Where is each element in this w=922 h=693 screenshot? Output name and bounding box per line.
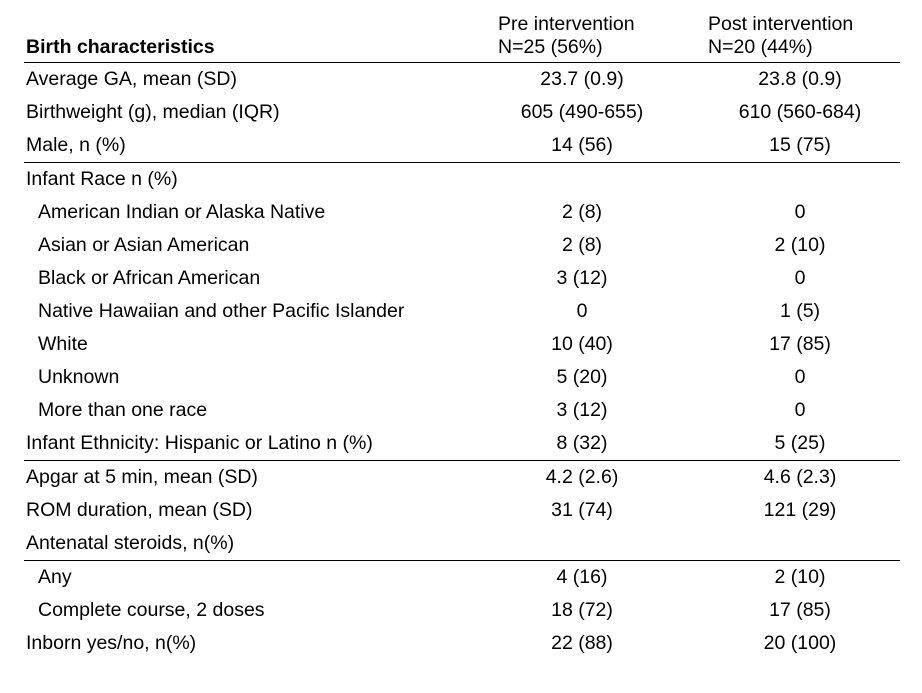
table-row: [24, 196, 900, 229]
post-value: 1 (5): [779, 300, 821, 322]
table-row: [24, 62, 900, 96]
pre-value: 8 (32): [472, 427, 682, 461]
post-value: 0: [794, 399, 806, 421]
header-post-intervention: [682, 6, 900, 62]
row-label: Asian or Asian American: [38, 234, 250, 256]
row-label: Birthweight (g), median (IQR): [26, 101, 280, 123]
row-label: Antenatal steroids, n(%): [24, 527, 472, 561]
post-value: 17 (85): [769, 599, 831, 621]
header-pre-n: N=25 (56%): [498, 35, 603, 58]
row-label: Inborn yes/no, n(%): [26, 632, 197, 654]
post-value: 0: [794, 366, 806, 388]
post-value: 23.8 (0.9): [758, 68, 842, 90]
pre-value: 3 (12): [556, 267, 608, 289]
header-pre-title: Pre intervention: [498, 12, 635, 35]
table-row: [24, 494, 900, 527]
post-value: 5 (25): [682, 427, 900, 461]
row-label: More than one race: [38, 399, 208, 421]
birth-characteristics-table: [24, 6, 900, 660]
pre-value: 5 (20): [556, 366, 608, 388]
table-row: [24, 361, 900, 394]
post-value: 4.6 (2.3): [763, 466, 837, 488]
table-header: [24, 6, 900, 62]
table-row: [24, 262, 900, 295]
table-body: [24, 62, 900, 660]
pre-value: 23.7 (0.9): [540, 68, 624, 90]
pre-value: 18 (72): [551, 599, 613, 621]
pre-value: 2 (8): [561, 234, 603, 256]
post-value: 20 (100): [763, 632, 837, 654]
table-row: [24, 594, 900, 627]
table-row: [24, 328, 900, 361]
pre-value: [472, 162, 682, 196]
post-value: 121 (29): [763, 499, 837, 521]
row-label: White: [38, 333, 88, 355]
pre-value: 10 (40): [551, 333, 613, 355]
table-row: [24, 427, 900, 461]
row-label: Black or African American: [38, 267, 261, 289]
pre-value: 4 (16): [556, 566, 608, 588]
row-label: Complete course, 2 doses: [38, 599, 265, 621]
pre-value: 4.2 (2.6): [545, 466, 619, 488]
post-value: 17 (85): [769, 333, 831, 355]
table-row: [24, 96, 900, 129]
table-row: [24, 527, 900, 561]
table-row: [24, 560, 900, 594]
birth-characteristics-table-container: [24, 6, 900, 660]
pre-value: 0: [576, 300, 588, 322]
header-post-title: Post intervention: [708, 12, 854, 35]
post-value: 0: [794, 201, 806, 223]
row-label: ROM duration, mean (SD): [26, 499, 253, 521]
table-row: [24, 162, 900, 196]
table-row: [24, 129, 900, 163]
row-label: Male, n (%): [24, 129, 472, 163]
table-row: [24, 229, 900, 262]
pre-value: 3 (12): [556, 399, 608, 421]
post-value: 0: [794, 267, 806, 289]
table-row: [24, 295, 900, 328]
post-value: [682, 527, 900, 561]
row-label: Native Hawaiian and other Pacific Islander: [38, 300, 405, 322]
table-row: [24, 627, 900, 660]
pre-value: 2 (8): [561, 201, 603, 223]
pre-value: 22 (88): [551, 632, 613, 654]
post-value: [682, 162, 900, 196]
header-pre-intervention: [472, 6, 682, 62]
row-label: Any: [38, 566, 72, 588]
post-value: 610 (560-684): [738, 101, 862, 123]
row-label: American Indian or Alaska Native: [38, 201, 326, 223]
header-birth-characteristics: Birth characteristics: [24, 6, 472, 62]
row-label: Infant Race n (%): [26, 168, 178, 190]
post-value: 2 (10): [774, 566, 826, 588]
pre-value: [472, 527, 682, 561]
pre-value: 14 (56): [472, 129, 682, 163]
header-row: [24, 6, 900, 62]
pre-value: 605 (490-655): [520, 101, 644, 123]
pre-value: 31 (74): [551, 499, 613, 521]
row-label: Unknown: [38, 366, 120, 388]
table-row: [24, 394, 900, 427]
post-value: 2 (10): [774, 234, 826, 256]
table-row: [24, 460, 900, 494]
row-label: Average GA, mean (SD): [26, 68, 237, 90]
header-post-n: N=20 (44%): [708, 35, 813, 58]
post-value: 15 (75): [682, 129, 900, 163]
row-label: Apgar at 5 min, mean (SD): [26, 466, 258, 488]
row-label: Infant Ethnicity: Hispanic or Latino n (%): [24, 427, 472, 461]
